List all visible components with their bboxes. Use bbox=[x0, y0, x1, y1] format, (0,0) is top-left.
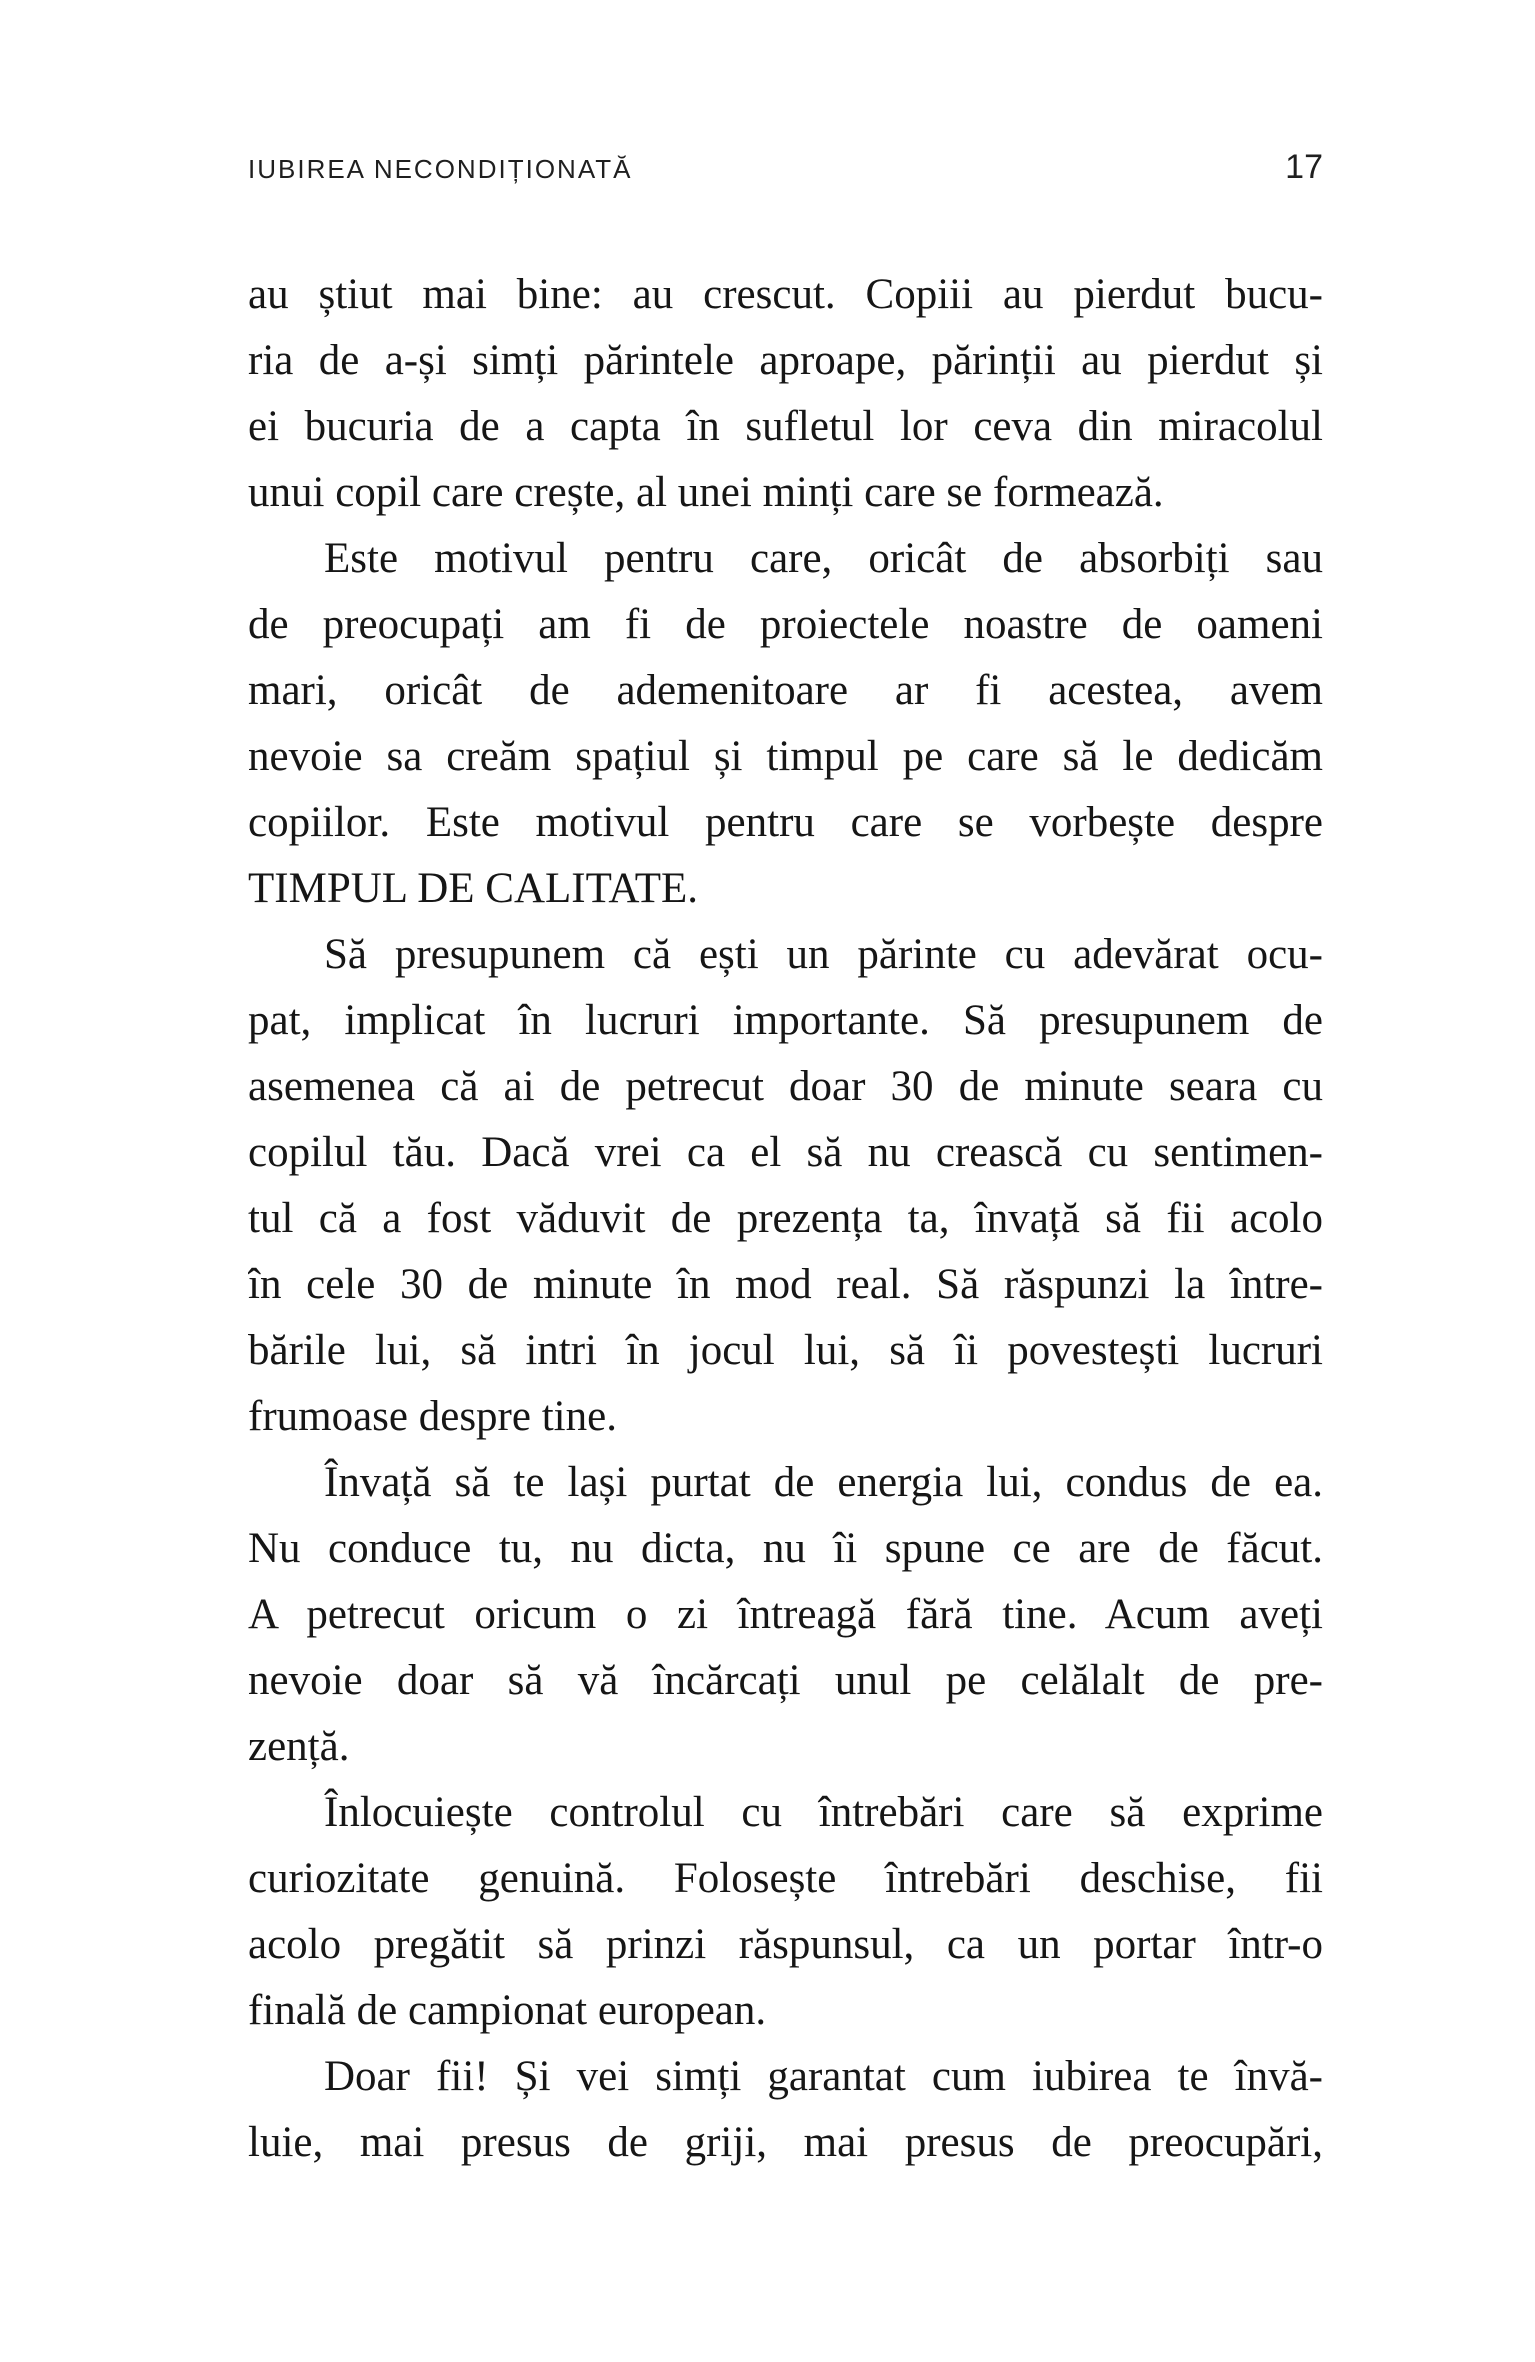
text-line: TIMPUL DE CALITATE. bbox=[248, 865, 698, 912]
text-line: ei bucuria de a capta în sufletul lor ceva din miracolul bbox=[248, 403, 1323, 450]
paragraph bbox=[248, 922, 1323, 1450]
paragraph bbox=[248, 1780, 1323, 2044]
text-line: Doar fii! Și vei simți garantat cum iubirea te învă- bbox=[324, 2053, 1323, 2100]
text-line: în cele 30 de minute în mod real. Să răspunzi la între- bbox=[248, 1261, 1323, 1308]
text-line: tul că a fost văduvit de prezența ta, învață să fii acolo bbox=[248, 1195, 1323, 1242]
page-header bbox=[248, 148, 1323, 187]
text-line: de preocupați am fi de proiectele noastre de oameni bbox=[248, 601, 1323, 648]
text-line: acolo pregătit să prinzi răspunsul, ca un portar într-o bbox=[248, 1921, 1323, 1968]
text-line: Nu conduce tu, nu dicta, nu îi spune ce are de făcut. bbox=[248, 1525, 1323, 1572]
text-line: asemenea că ai de petrecut doar 30 de minute seara cu bbox=[248, 1063, 1323, 1110]
text-line: frumoase despre tine. bbox=[248, 1393, 617, 1440]
text-line: bările lui, să intri în jocul lui, să îi povestești lucruri bbox=[248, 1327, 1323, 1374]
text-line: Să presupunem că ești un părinte cu adevărat ocu- bbox=[324, 931, 1323, 978]
text-line: mari, oricât de ademenitoare ar fi acestea, avem bbox=[248, 667, 1323, 714]
text-line: nevoie doar să vă încărcați unul pe celălalt de pre- bbox=[248, 1657, 1323, 1704]
text-line: pat, implicat în lucruri importante. Să presupunem de bbox=[248, 997, 1323, 1044]
text-line: copilul tău. Dacă vrei ca el să nu crească cu sentimen- bbox=[248, 1129, 1323, 1176]
paragraph bbox=[248, 1450, 1323, 1780]
paragraph bbox=[248, 526, 1323, 922]
text-line: copiilor. Este motivul pentru care se vorbește despre bbox=[248, 799, 1323, 846]
text-line: zență. bbox=[248, 1723, 350, 1770]
page-body bbox=[248, 262, 1323, 2176]
text-line: Învață să te lași purtat de energia lui, condus de ea. bbox=[324, 1459, 1323, 1506]
text-line: A petrecut oricum o zi întreagă fără tine. Acum aveți bbox=[248, 1591, 1323, 1638]
text-line: curiozitate genuină. Folosește întrebări deschise, fii bbox=[248, 1855, 1323, 1902]
paragraph bbox=[248, 2044, 1323, 2176]
text-line: finală de campionat european. bbox=[248, 1987, 767, 2034]
text-line: Înlocuiește controlul cu întrebări care să exprime bbox=[324, 1789, 1323, 1836]
text-line: au știut mai bine: au crescut. Copiii au pierdut bucu- bbox=[248, 271, 1323, 318]
page-number: 17 bbox=[1285, 148, 1323, 186]
text-line: ria de a-și simți părintele aproape, părinții au pierdut și bbox=[248, 337, 1323, 384]
running-title: IUBIREA NECONDIȚIONATĂ bbox=[248, 154, 633, 184]
text-line: luie, mai presus de griji, mai presus de preocupări, bbox=[248, 2119, 1323, 2166]
text-line: nevoie sa creăm spațiul și timpul pe care să le dedicăm bbox=[248, 733, 1323, 780]
text-line: Este motivul pentru care, oricât de absorbiți sau bbox=[324, 535, 1323, 582]
text-line: unui copil care crește, al unei minți care se formează. bbox=[248, 469, 1164, 516]
paragraph bbox=[248, 262, 1323, 526]
